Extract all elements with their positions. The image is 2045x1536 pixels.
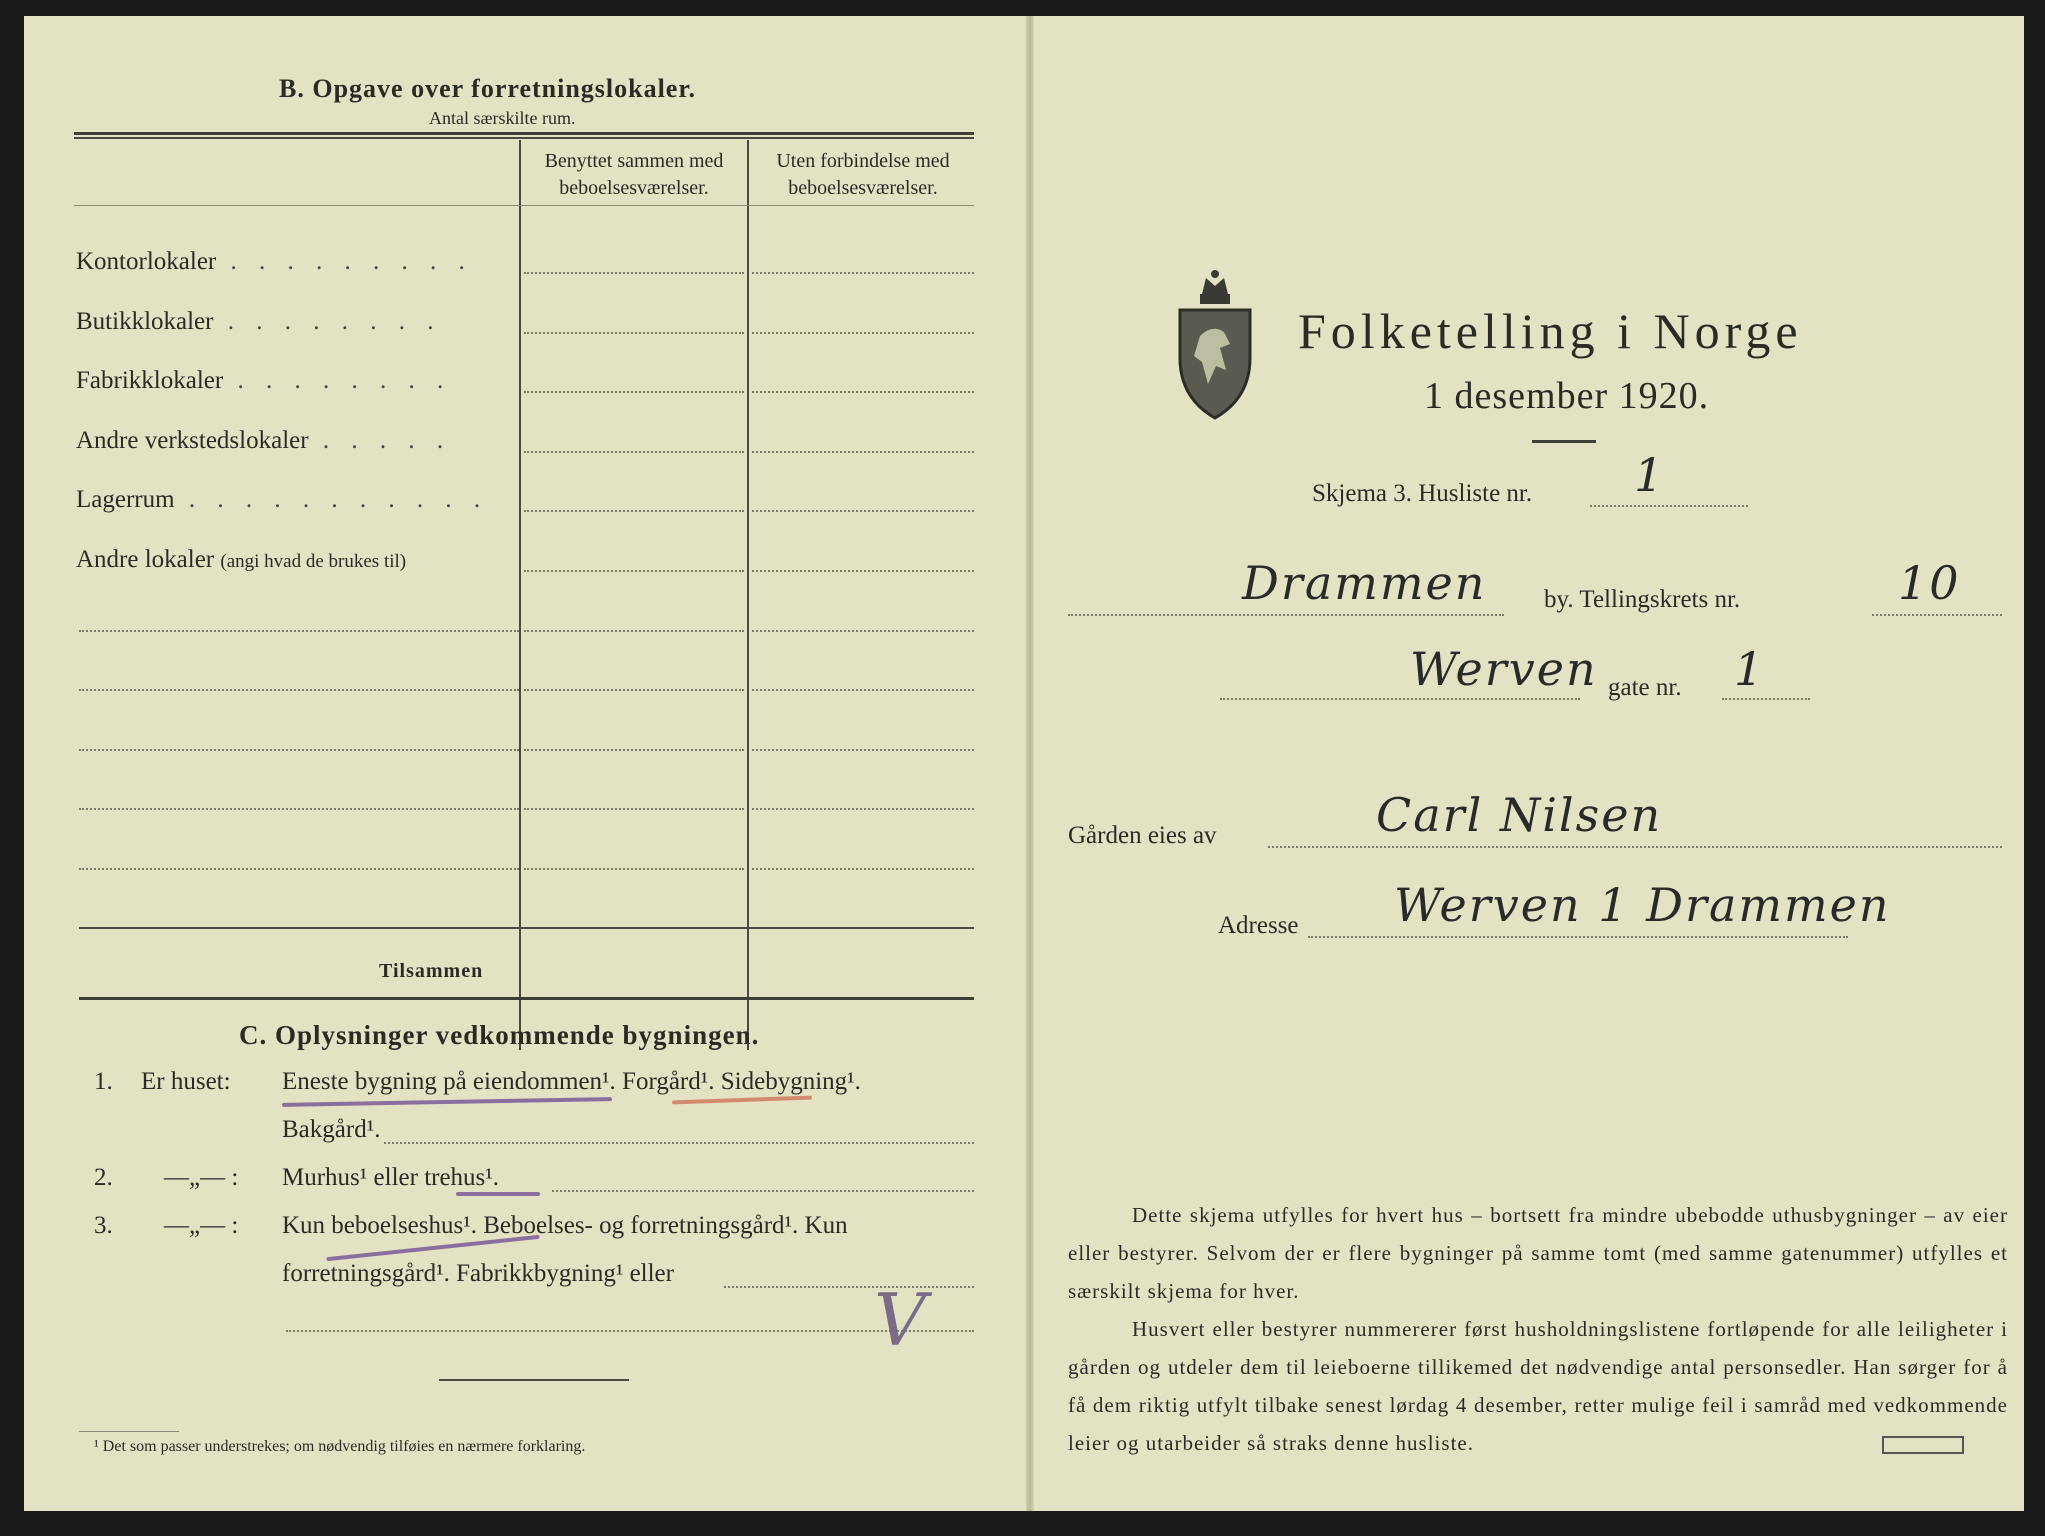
row-label-andre-lokaler: Andre lokaler (angi hvad de brukes til)	[76, 546, 407, 573]
cell-line	[752, 391, 974, 393]
owner-line	[1268, 846, 2002, 848]
cell-line	[524, 749, 744, 751]
husliste-number: 1	[1634, 448, 1666, 502]
gate-line	[1722, 698, 1810, 700]
usage-options-cont: forretningsgård¹. Fabrikkbygning¹ eller	[282, 1260, 674, 1287]
footnote-rule	[79, 1431, 179, 1432]
owner-address: Werven 1 Drammen	[1394, 878, 1891, 932]
blank-line	[79, 630, 519, 632]
cell-line	[752, 868, 974, 870]
owner-name: Carl Nilsen	[1376, 788, 1663, 842]
cell-line	[524, 272, 744, 274]
row-note: (angi hvad de brukes til)	[220, 551, 407, 572]
printer-stamp-icon	[1882, 1436, 1964, 1454]
item-number: 3.	[94, 1212, 113, 1239]
handwritten-underline	[672, 1096, 812, 1105]
item-number: 1.	[94, 1068, 113, 1095]
cell-line	[524, 570, 744, 572]
instruction-paragraph-1: Dette skjema utfylles for hvert hus – bortsett fra mindre ubebodde uthusbygninger – av eier eller bestyrer. Selvom der er flere bygninger på samme tomt (med samme gatenummer) utfylles et særskilt skjema for hver.	[1068, 1203, 2008, 1303]
left-page	[24, 16, 1030, 1511]
building-type-options: Eneste bygning på eiendommen¹. Forgård¹. Sidebygning¹.	[282, 1068, 861, 1095]
title-rule	[1532, 440, 1596, 443]
krets-line	[1872, 614, 2002, 616]
footnote: ¹ Det som passer understrekes; om nødvendig tilføies en nærmere forklaring.	[94, 1438, 586, 1455]
form-title: Folketelling i Norge	[1298, 303, 1803, 359]
coat-of-arms-icon	[1172, 266, 1258, 426]
cell-line	[752, 749, 974, 751]
rule	[439, 1379, 629, 1381]
rule	[74, 205, 974, 206]
cell-line	[752, 630, 974, 632]
row-label-butikklokaler: Butikklokaler . . . . . . . .	[76, 308, 442, 335]
gate-label: gate nr.	[1608, 674, 1682, 701]
cell-line	[524, 391, 744, 393]
city-label: by. Tellingskrets nr.	[1544, 586, 1741, 613]
column-divider	[747, 140, 749, 1050]
cell-line	[752, 808, 974, 810]
handwritten-underline	[456, 1192, 540, 1196]
krets-number: 10	[1898, 556, 1961, 610]
item-lead: —„— :	[164, 1164, 239, 1191]
total-label: Tilsammen	[379, 960, 484, 982]
column-header-with-dwelling: Benyttet sammen med beboelsesværelser.	[544, 150, 724, 199]
street-line	[1220, 698, 1580, 700]
section-c-title: C. Oplysninger vedkommende bygningen.	[239, 1020, 760, 1050]
cell-line	[752, 451, 974, 453]
row-label-fabrikklokaler: Fabrikklokaler . . . . . . . .	[76, 367, 452, 394]
item-number: 2.	[94, 1164, 113, 1191]
blank-line	[384, 1142, 974, 1144]
section-b-title: B. Opgave over forretningslokaler.	[279, 74, 697, 103]
cell-line	[752, 272, 974, 274]
rule	[74, 137, 974, 139]
cell-line	[752, 570, 974, 572]
rule	[74, 132, 974, 135]
cell-line	[524, 510, 744, 512]
column-header-without-dwelling: Uten forbindelse med beboelsesværelser.	[776, 150, 950, 199]
cell-line	[752, 510, 974, 512]
handwritten-check-mark: V	[874, 1278, 926, 1362]
building-type-options-cont: Bakgård¹.	[282, 1116, 381, 1143]
blank-line	[79, 749, 519, 751]
row-label-lagerrum: Lagerrum . . . . . . . . . . .	[76, 486, 489, 513]
blank-line	[79, 689, 519, 691]
address-label: Adresse	[1218, 912, 1299, 939]
city-name: Drammen	[1242, 556, 1487, 610]
street-name: Werven	[1410, 642, 1598, 696]
cell-line	[524, 630, 744, 632]
cell-line	[524, 689, 744, 691]
rule	[79, 997, 974, 1000]
blank-line	[79, 868, 519, 870]
city-line	[1068, 614, 1504, 616]
column-divider	[519, 140, 521, 1050]
blank-line	[79, 808, 519, 810]
usage-options: Kun beboelseshus¹. Beboelses- og forretningsgård¹. Kun	[282, 1212, 848, 1239]
material-options: Murhus¹ eller trehus¹.	[282, 1164, 500, 1191]
section-b-subtitle: Antal særskilte rum.	[429, 108, 576, 128]
address-line	[1308, 936, 1848, 938]
blank-line	[286, 1330, 974, 1332]
cell-line	[752, 332, 974, 334]
item-lead: Er huset:	[141, 1068, 231, 1095]
husliste-line	[1590, 505, 1748, 507]
cell-line	[524, 332, 744, 334]
row-label-verkstedslokaler: Andre verkstedslokaler . . . . .	[76, 427, 452, 454]
row-label-kontorlokaler: Kontorlokaler . . . . . . . . .	[76, 248, 473, 275]
cell-line	[524, 451, 744, 453]
rule	[79, 927, 974, 929]
cell-line	[524, 808, 744, 810]
gate-number: 1	[1734, 642, 1766, 696]
cell-line	[524, 868, 744, 870]
blank-line	[724, 1286, 974, 1288]
item-lead: —„— :	[164, 1212, 239, 1239]
schema-label: Skjema 3. Husliste nr.	[1312, 480, 1533, 507]
owner-label: Gården eies av	[1068, 822, 1217, 849]
census-date: 1 desember 1920.	[1424, 375, 1710, 417]
blank-line	[552, 1190, 974, 1192]
instruction-paragraph-2: Husvert eller bestyrer nummererer først husholdningslistene fortløpende for alle leiligheter i gården og utdeler dem til leieboerne tillikemed det nødvendige antal personsedler. Han sørger for å få dem riktig utfylt tilbake senest lørdag 4 desember, retter mulige feil i samråd med vedkommende leier og utarbeider så straks denne husliste.	[1068, 1317, 2008, 1455]
handwritten-underline	[282, 1097, 612, 1107]
cell-line	[752, 689, 974, 691]
right-page	[1032, 16, 2024, 1511]
